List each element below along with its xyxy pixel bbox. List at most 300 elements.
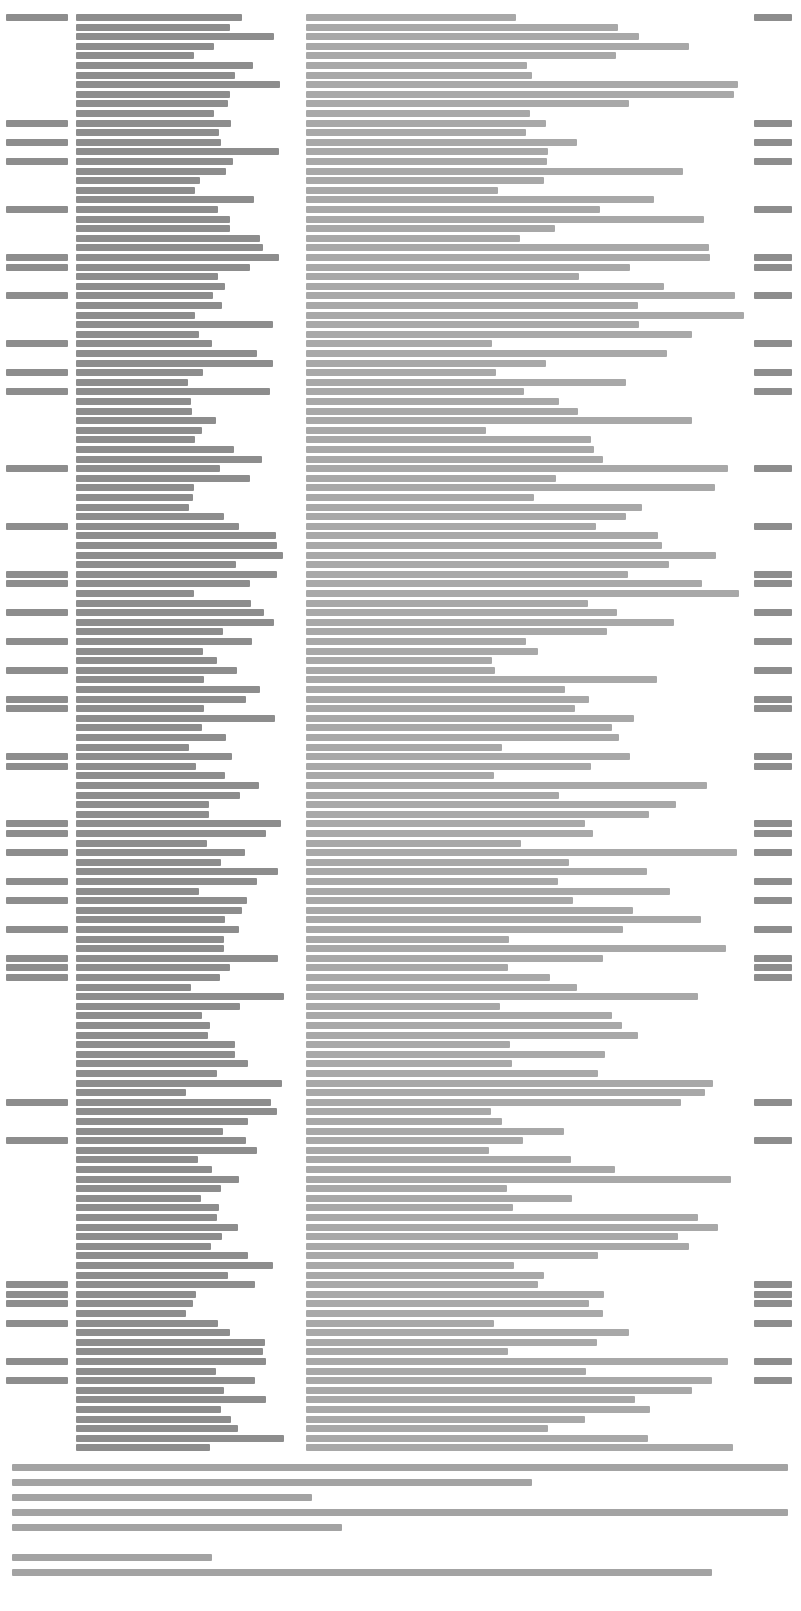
owner-name-line (76, 1291, 196, 1298)
amount-due-line (754, 254, 792, 261)
legal-description-line (306, 1204, 513, 1211)
owner-name-line (76, 820, 281, 827)
owner-name-line (76, 465, 220, 472)
legal-description-line (306, 1272, 544, 1279)
legal-description-line (306, 638, 526, 645)
parcel-number-line (6, 292, 68, 299)
owner-name-line (76, 1185, 221, 1192)
owner-name-line (76, 1003, 240, 1010)
owner-name-line (76, 14, 242, 21)
legal-description-line (306, 129, 526, 136)
legal-description-line (306, 1444, 733, 1451)
legal-description-line (306, 1032, 638, 1039)
legal-description-line (306, 369, 496, 376)
owner-name-line (76, 888, 199, 895)
legal-description-line (306, 840, 521, 847)
parcel-number-line (6, 753, 68, 760)
amount-due-line (754, 897, 792, 904)
amount-due-line (754, 849, 792, 856)
owner-name-line (76, 62, 253, 69)
owner-name-line (76, 1243, 211, 1250)
amount-due-line (754, 206, 792, 213)
legal-description-line (306, 984, 577, 991)
parcel-number-line (6, 523, 68, 530)
owner-name-line (76, 1435, 284, 1442)
parcel-number-line (6, 974, 68, 981)
legal-description-line (306, 542, 662, 549)
owner-name-line (76, 676, 204, 683)
parcel-number-line (6, 340, 68, 347)
owner-name-line (76, 484, 194, 491)
legal-description-line (306, 667, 495, 674)
owner-name-line (76, 91, 230, 98)
parcel-number-line (6, 465, 68, 472)
legal-description-line (306, 926, 623, 933)
legal-description-line (306, 1070, 598, 1077)
notice-footer (12, 1464, 792, 1604)
legal-description-line (306, 580, 702, 587)
parcel-number-line (6, 139, 68, 146)
owner-name-line (76, 1300, 193, 1307)
amount-due-line (754, 1291, 792, 1298)
owner-name-line (76, 1176, 239, 1183)
legal-description-line (306, 446, 594, 453)
owner-name-line (76, 292, 213, 299)
amount-due-line (754, 1377, 792, 1384)
amount-due-line (754, 340, 792, 347)
owner-name-line (76, 139, 221, 146)
amount-due-line (754, 763, 792, 770)
legal-description-line (306, 964, 508, 971)
owner-name-line (76, 686, 260, 693)
legal-description-line (306, 705, 575, 712)
legal-description-line (306, 801, 676, 808)
legal-description-line (306, 513, 626, 520)
legal-description-line (306, 1099, 681, 1106)
legal-description-line (306, 206, 600, 213)
amount-due-line (754, 1320, 792, 1327)
owner-name-line (76, 532, 276, 539)
legal-description-line (306, 849, 737, 856)
owner-name-line (76, 504, 189, 511)
legal-description-line (306, 302, 638, 309)
legal-description-line (306, 1435, 648, 1442)
owner-name-line (76, 1128, 223, 1135)
owner-name-line (76, 1425, 238, 1432)
legal-description-line (306, 1291, 604, 1298)
owner-name-line (76, 494, 193, 501)
owner-name-line (76, 734, 226, 741)
amount-due-line (754, 1281, 792, 1288)
parcel-number-line (6, 369, 68, 376)
owner-name-line (76, 72, 235, 79)
legal-description-line (306, 1281, 538, 1288)
legal-description-line (306, 772, 494, 779)
legal-description-line (306, 177, 544, 184)
owner-name-line (76, 1099, 271, 1106)
notice-text-line (12, 1494, 312, 1501)
owner-name-line (76, 302, 222, 309)
legal-description-line (306, 1195, 572, 1202)
legal-description-line (306, 1262, 514, 1269)
owner-name-line (76, 436, 195, 443)
owner-name-line (76, 849, 245, 856)
amount-due-line (754, 974, 792, 981)
owner-name-line (76, 1339, 265, 1346)
owner-name-line (76, 110, 214, 117)
owner-name-line (76, 1396, 266, 1403)
owner-name-line (76, 43, 214, 50)
owner-name-line (76, 1406, 221, 1413)
legal-description-line (306, 187, 498, 194)
legal-description-line (306, 897, 573, 904)
owner-name-line (76, 628, 223, 635)
legal-description-line (306, 436, 591, 443)
legal-description-line (306, 1300, 589, 1307)
owner-name-line (76, 273, 218, 280)
legal-description-line (306, 1108, 491, 1115)
legal-description-line (306, 1416, 585, 1423)
parcel-number-line (6, 763, 68, 770)
legal-description-line (306, 235, 520, 242)
owner-name-line (76, 763, 196, 770)
legal-description-line (306, 1377, 712, 1384)
parcel-number-line (6, 1137, 68, 1144)
legal-description-line (306, 734, 619, 741)
owner-name-line (76, 926, 239, 933)
legal-description-line (306, 216, 704, 223)
legal-description-line (306, 100, 629, 107)
legal-description-line (306, 1051, 605, 1058)
parcel-number-line (6, 897, 68, 904)
legal-description-line (306, 571, 628, 578)
owner-name-line (76, 984, 191, 991)
legal-description-line (306, 484, 715, 491)
legal-description-line (306, 43, 689, 50)
amount-due-line (754, 830, 792, 837)
parcel-number-line (6, 696, 68, 703)
legal-description-line (306, 1156, 571, 1163)
owner-name-line (76, 600, 251, 607)
amount-due-line (754, 264, 792, 271)
owner-name-line (76, 1310, 186, 1317)
legal-description-line (306, 24, 618, 31)
amount-due-line (754, 955, 792, 962)
amount-due-line (754, 1358, 792, 1365)
notice-text-line (12, 1509, 788, 1516)
legal-description-line (306, 196, 654, 203)
legal-description-line (306, 820, 585, 827)
legal-description-line (306, 686, 565, 693)
parcel-number-line (6, 388, 68, 395)
amount-due-line (754, 696, 792, 703)
parcel-number-line (6, 667, 68, 674)
legal-description-line (306, 676, 657, 683)
legal-description-line (306, 1329, 629, 1336)
amount-due-line (754, 820, 792, 827)
legal-description-line (306, 340, 492, 347)
owner-name-line (76, 1272, 228, 1279)
legal-description-line (306, 763, 591, 770)
notice-text-line (12, 1569, 712, 1576)
delinquent-property-list (6, 14, 795, 1454)
legal-description-line (306, 1185, 507, 1192)
owner-name-line (76, 196, 254, 203)
amount-due-line (754, 369, 792, 376)
legal-description-line (306, 782, 707, 789)
owner-name-line (76, 33, 274, 40)
owner-name-line (76, 177, 200, 184)
owner-name-line (76, 964, 230, 971)
legal-description-line (306, 1118, 502, 1125)
owner-name-line (76, 408, 192, 415)
legal-description-line (306, 264, 630, 271)
owner-name-line (76, 206, 218, 213)
owner-name-line (76, 993, 284, 1000)
owner-name-line (76, 1204, 219, 1211)
legal-description-line (306, 696, 589, 703)
legal-description-line (306, 225, 555, 232)
legal-description-line (306, 350, 667, 357)
legal-description-line (306, 1089, 705, 1096)
owner-name-line (76, 648, 203, 655)
owner-name-line (76, 216, 230, 223)
legal-description-line (306, 1080, 713, 1087)
amount-due-line (754, 465, 792, 472)
owner-name-line (76, 235, 260, 242)
legal-description-line (306, 81, 738, 88)
owner-name-line (76, 1156, 198, 1163)
owner-name-line (76, 974, 220, 981)
legal-description-line (306, 619, 674, 626)
owner-name-line (76, 52, 194, 59)
parcel-number-line (6, 1377, 68, 1384)
parcel-number-line (6, 609, 68, 616)
legal-description-line (306, 552, 716, 559)
legal-description-line (306, 724, 612, 731)
owner-name-line (76, 1262, 273, 1269)
legal-description-line (306, 158, 547, 165)
legal-description-line (306, 72, 532, 79)
owner-name-line (76, 283, 225, 290)
amount-due-line (754, 139, 792, 146)
legal-description-line (306, 753, 630, 760)
owner-name-line (76, 379, 188, 386)
owner-name-line (76, 1051, 235, 1058)
owner-name-line (76, 1195, 201, 1202)
legal-description-line (306, 1358, 728, 1365)
owner-name-line (76, 1060, 248, 1067)
owner-name-line (76, 916, 225, 923)
owner-name-line (76, 696, 246, 703)
legal-description-line (306, 465, 728, 472)
legal-description-line (306, 792, 559, 799)
owner-name-line (76, 1137, 246, 1144)
legal-description-line (306, 1396, 635, 1403)
owner-name-line (76, 360, 273, 367)
amount-due-line (754, 609, 792, 616)
owner-name-line (76, 1012, 202, 1019)
legal-description-line (306, 148, 548, 155)
parcel-number-line (6, 158, 68, 165)
legal-description-line (306, 360, 546, 367)
owner-name-line (76, 1166, 212, 1173)
owner-name-line (76, 945, 224, 952)
parcel-number-line (6, 878, 68, 885)
amount-due-line (754, 120, 792, 127)
legal-description-line (306, 1243, 689, 1250)
owner-name-line (76, 667, 237, 674)
owner-name-line (76, 772, 225, 779)
owner-name-line (76, 254, 279, 261)
parcel-number-line (6, 206, 68, 213)
amount-due-line (754, 523, 792, 530)
owner-name-line (76, 657, 217, 664)
parcel-number-line (6, 955, 68, 962)
owner-name-line (76, 609, 264, 616)
legal-description-line (306, 168, 683, 175)
legal-description-line (306, 1310, 603, 1317)
legal-description-line (306, 1041, 510, 1048)
owner-name-line (76, 868, 278, 875)
legal-description-line (306, 321, 639, 328)
legal-description-line (306, 254, 710, 261)
legal-description-line (306, 811, 649, 818)
legal-description-line (306, 427, 486, 434)
legal-description-line (306, 1387, 692, 1394)
amount-due-line (754, 638, 792, 645)
owner-name-line (76, 24, 230, 31)
legal-description-line (306, 139, 577, 146)
amount-due-line (754, 926, 792, 933)
owner-name-line (76, 81, 280, 88)
legal-description-line (306, 1060, 512, 1067)
owner-name-line (76, 1070, 217, 1077)
owner-name-line (76, 417, 216, 424)
owner-name-line (76, 513, 224, 520)
amount-due-line (754, 580, 792, 587)
owner-name-line (76, 1041, 235, 1048)
owner-name-line (76, 456, 262, 463)
legal-description-line (306, 1166, 615, 1173)
legal-description-line (306, 936, 509, 943)
owner-name-line (76, 561, 236, 568)
legal-description-line (306, 888, 670, 895)
parcel-number-line (6, 264, 68, 271)
legal-description-line (306, 398, 559, 405)
legal-description-line (306, 388, 524, 395)
legal-description-line (306, 273, 579, 280)
owner-name-line (76, 1416, 231, 1423)
legal-description-line (306, 916, 701, 923)
owner-name-line (76, 1377, 255, 1384)
owner-name-line (76, 148, 279, 155)
parcel-number-line (6, 120, 68, 127)
amount-due-line (754, 1300, 792, 1307)
owner-name-line (76, 619, 274, 626)
legal-description-line (306, 283, 664, 290)
legal-description-line (306, 417, 692, 424)
notice-text-line (12, 1554, 212, 1561)
legal-description-line (306, 1406, 650, 1413)
legal-description-line (306, 1368, 586, 1375)
legal-description-line (306, 292, 735, 299)
owner-name-line (76, 1214, 217, 1221)
legal-description-line (306, 312, 744, 319)
parcel-number-line (6, 1099, 68, 1106)
owner-name-line (76, 1108, 277, 1115)
owner-name-line (76, 369, 203, 376)
owner-name-line (76, 878, 257, 885)
legal-description-line (306, 609, 617, 616)
legal-description-line (306, 1252, 598, 1259)
legal-description-line (306, 561, 669, 568)
owner-name-line (76, 427, 202, 434)
owner-name-line (76, 475, 250, 482)
owner-name-line (76, 1320, 218, 1327)
owner-name-line (76, 1387, 224, 1394)
legal-description-line (306, 33, 639, 40)
owner-name-line (76, 129, 219, 136)
owner-name-line (76, 312, 195, 319)
owner-name-line (76, 724, 202, 731)
owner-name-line (76, 1233, 222, 1240)
owner-name-line (76, 331, 199, 338)
owner-name-line (76, 446, 234, 453)
legal-description-line (306, 494, 534, 501)
parcel-number-line (6, 580, 68, 587)
owner-name-line (76, 936, 224, 943)
legal-description-line (306, 1224, 718, 1231)
owner-name-line (76, 715, 275, 722)
legal-description-line (306, 1003, 500, 1010)
owner-name-line (76, 244, 263, 251)
parcel-number-line (6, 1291, 68, 1298)
owner-name-line (76, 1118, 248, 1125)
legal-description-line (306, 244, 709, 251)
parcel-number-line (6, 254, 68, 261)
legal-description-line (306, 1022, 622, 1029)
parcel-number-line (6, 849, 68, 856)
owner-name-line (76, 1080, 282, 1087)
owner-name-line (76, 792, 240, 799)
legal-description-line (306, 868, 647, 875)
legal-description-line (306, 120, 546, 127)
parcel-number-line (6, 638, 68, 645)
owner-name-line (76, 840, 207, 847)
owner-name-line (76, 1358, 266, 1365)
legal-description-line (306, 408, 578, 415)
amount-due-line (754, 14, 792, 21)
owner-name-line (76, 753, 232, 760)
owner-name-line (76, 744, 189, 751)
legal-description-line (306, 14, 516, 21)
owner-name-line (76, 552, 283, 559)
legal-description-line (306, 715, 634, 722)
legal-description-line (306, 331, 692, 338)
owner-name-line (76, 1329, 230, 1336)
legal-description-line (306, 955, 603, 962)
owner-name-line (76, 168, 226, 175)
legal-description-line (306, 532, 658, 539)
owner-name-line (76, 1252, 248, 1259)
owner-name-line (76, 897, 247, 904)
owner-name-line (76, 1444, 210, 1451)
legal-description-line (306, 1425, 548, 1432)
parcel-number-line (6, 705, 68, 712)
parcel-number-line (6, 1320, 68, 1327)
legal-description-line (306, 878, 558, 885)
